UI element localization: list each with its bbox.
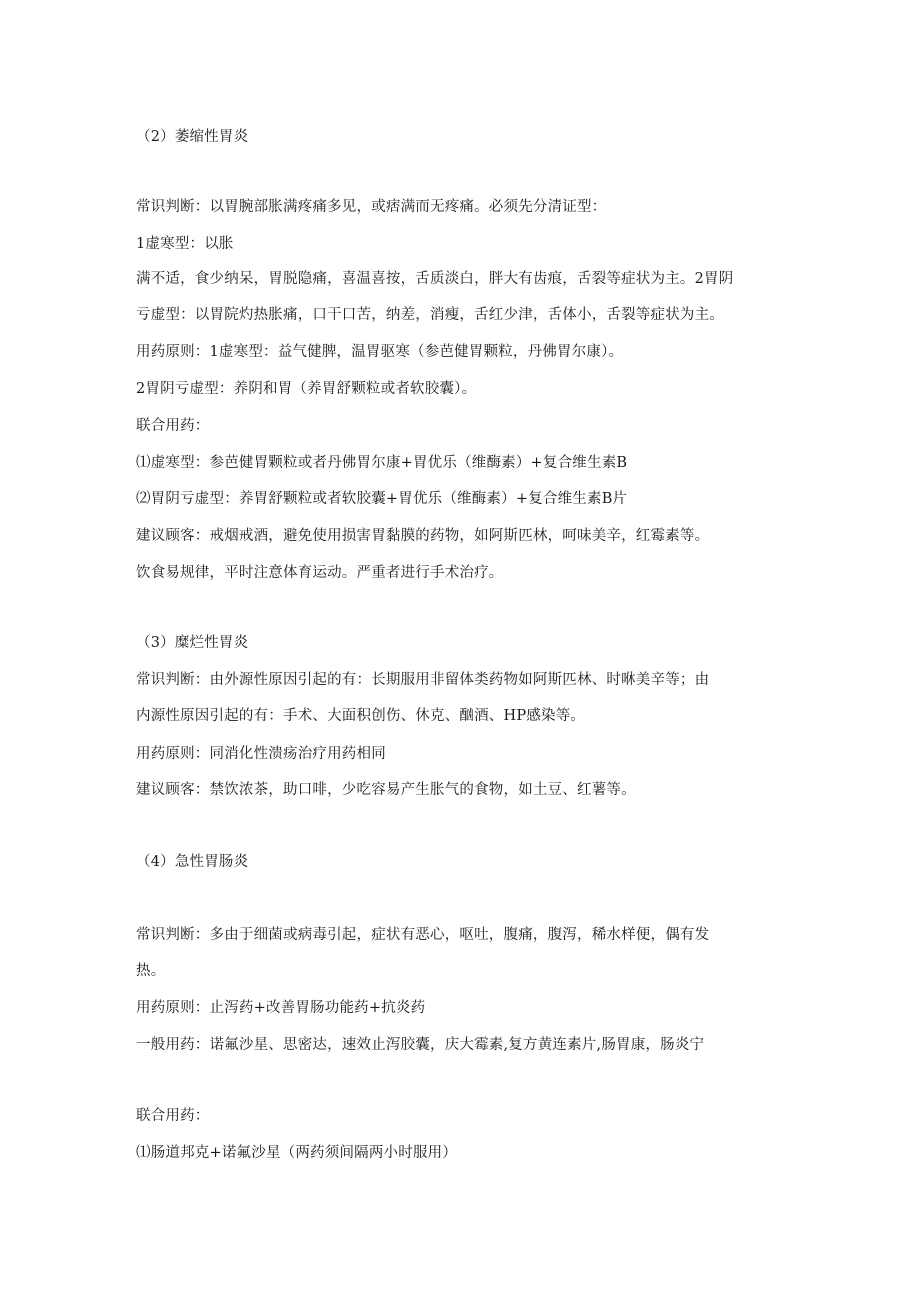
section-3-line: 内源性原因引起的有：手术、大面积创伤、休克、酗酒、HP感染等。 — [136, 708, 586, 724]
section-4-line: 常识判断：多由于细菌或病毒引起，症状有恶心，呕吐，腹痛，腹泻，稀水样便，偶有发 — [136, 927, 710, 943]
section-4-line: 一般用药：诺氟沙星、思密达，速效止泻胶囊，庆大霉素,复方黄连素片,肠胃康，肠炎宁 — [136, 1037, 705, 1053]
section-2-line: 亏虚型：以胃院灼热胀痛，口干口苦，纳差，消瘦，舌红少津，舌体小，舌裂等症状为主。 — [136, 307, 724, 323]
section-4-line: ⑴肠道邦克+诺氟沙星（两药须间隔两小时服用） — [136, 1145, 458, 1161]
section-2-line: 2胃阴亏虚型：养阴和胃（养胃舒颗粒或者软胶囊）。 — [136, 381, 477, 397]
section-2-line: 满不适，食少纳呆，胃脱隐痛，喜温喜按，舌质淡白，胖大有齿痕，舌裂等症状为主。2胃阴 — [136, 271, 734, 287]
section-2-line: ⑴虚寒型：参芭健胃颗粒或者丹佛胃尔康+胃优乐（维酶素）+复合维生素B — [136, 455, 628, 471]
section-2-heading: （2）萎缩性胃炎 — [136, 129, 249, 145]
section-4-line: 联合用药： — [136, 1108, 210, 1124]
section-4-heading: （4）急性胃肠炎 — [136, 854, 249, 870]
section-3-line: 常识判断：由外源性原因引起的有：长期服用非留体类药物如阿斯匹林、时咻美辛等；由 — [136, 672, 710, 688]
section-3-line: 用药原则：同消化性溃疡治疗用药相同 — [136, 746, 386, 762]
section-2-line: 联合用药： — [136, 418, 210, 434]
section-2-line: 常识判断：以胃腕部胀满疼痛多见，或痞满而无疼痛。必须先分清证型： — [136, 199, 607, 215]
section-2-line: 1虚寒型：以胀 — [136, 236, 234, 252]
section-4-line: 用药原则：止泻药+改善胃肠功能药+抗炎药 — [136, 1000, 426, 1016]
section-3-line: 建议顾客：禁饮浓茶，助口啡，少吃容易产生胀气的食物，如土豆、红薯等。 — [136, 782, 636, 798]
section-2-line: 饮食易规律，平时注意体育运动。严重者进行手术治疗。 — [136, 565, 504, 581]
section-2-line: 建议顾客：戒烟戒酒，避免使用损害胃黏膜的药物，如阿斯匹林，呵味美辛，红霉素等。 — [136, 528, 710, 544]
section-4-line: 热。 — [136, 963, 166, 979]
section-3-heading: （3）糜烂性胃炎 — [136, 635, 249, 651]
section-2-line: ⑵胃阴亏虚型：养胃舒颗粒或者软胶囊+胃优乐（维酶素）+复合维生素B片 — [136, 491, 628, 507]
section-2-line: 用药原则：1虚寒型：益气健脾，温胃驱寒（参芭健胃颗粒，丹佛胃尔康）。 — [136, 344, 624, 360]
